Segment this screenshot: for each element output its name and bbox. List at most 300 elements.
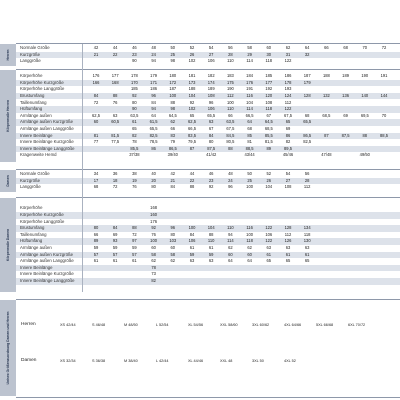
table-cell: 82,5 [149, 132, 158, 138]
section-label-text: Körpermaße Damen [6, 228, 10, 262]
table-cell: 190 [226, 86, 234, 92]
conversion-row [16, 310, 400, 340]
table-cell: 59 [112, 245, 118, 250]
table-cell: 126 [284, 238, 292, 244]
table-cell: 122 [284, 106, 292, 112]
table-cell: 96 [208, 99, 214, 105]
table-row [16, 106, 400, 113]
row-label: Armlänge außen Langgröße [20, 125, 74, 131]
row-label: Brustumfang [20, 225, 45, 231]
table-cell: 41/42 [206, 152, 217, 158]
column-divider [82, 44, 83, 292]
table-cell: 88,5 [245, 145, 254, 151]
size-cell: XS 42/44 [60, 323, 76, 327]
table-cell: 24 [228, 177, 233, 183]
table-cell: 112 [303, 184, 311, 190]
row-label: Körperhöhe Langgröße [20, 86, 65, 92]
table-cell: 84 [151, 99, 156, 105]
table-cell: 58 [151, 251, 156, 257]
table-cell: 32 [304, 51, 310, 57]
row-label: Taillenumfang [20, 99, 47, 105]
table-cell: 64,5 [168, 112, 177, 118]
table-cell: 47/48 [321, 152, 332, 158]
table-cell: 97 [132, 238, 137, 244]
table-cell: 80 [170, 231, 176, 237]
row-label: Hüftumfang [20, 238, 43, 244]
table-cell: 48 [228, 171, 233, 177]
table-cell: 81,5 [264, 139, 273, 145]
table-cell: 108 [207, 92, 215, 98]
table-cell: 67 [266, 112, 272, 118]
table-cell: 84 [208, 132, 214, 138]
table-cell: 60 [247, 251, 252, 257]
table-row [16, 52, 400, 59]
table-cell: 65 [189, 112, 195, 118]
table-cell: 66,5 [245, 112, 254, 118]
table-cell: 124 [284, 92, 292, 98]
table-cell: 90 [132, 106, 137, 112]
table-cell: 118 [265, 106, 273, 112]
table-cell: 104 [265, 184, 273, 190]
table-cell: 73 [151, 271, 156, 277]
table-cell: 122 [265, 225, 273, 231]
table-row [16, 93, 400, 100]
table-row [16, 184, 400, 191]
table-cell: 46 [208, 171, 214, 177]
table-cell: 65 [132, 125, 137, 131]
table-cell: 66 [93, 231, 99, 237]
table-cell: 20 [151, 177, 156, 183]
table-row [16, 265, 400, 272]
table-cell: 54 [208, 45, 214, 51]
table-cell: 112 [227, 92, 234, 98]
table-cell: 87 [189, 145, 195, 151]
size-cell: 4XL 64/66 [284, 323, 302, 327]
table-cell: 87,5 [207, 145, 216, 151]
table-cell: 188 [188, 86, 196, 92]
table-cell: 81 [247, 139, 252, 145]
table-cell: 78,5 [149, 139, 158, 145]
table-cell: 68 [247, 125, 252, 131]
table-cell: 78 [132, 139, 137, 145]
table-cell: 62 [247, 245, 252, 250]
table-cell: 118 [265, 58, 273, 64]
table-cell: 23 [132, 51, 137, 57]
row-label: Innere Beinlänge Kurzgröße [20, 271, 74, 277]
table-cell: 88 [189, 184, 195, 190]
table-cell: 110 [227, 106, 234, 112]
table-cell: 62 [285, 45, 291, 51]
table-cell: 77,5 [111, 139, 120, 145]
table-cell: 92 [132, 92, 137, 98]
table-cell: 82 [285, 139, 291, 145]
table-cell: 88,5 [380, 132, 388, 138]
table-cell: 63,5 [226, 119, 235, 125]
row-label: Kragenweite Hemd [20, 152, 57, 158]
table-cell: 70 [381, 112, 387, 118]
table-row [16, 133, 400, 140]
table-cell: 68 [304, 112, 310, 118]
table-cell: 61 [132, 258, 137, 264]
table-row [16, 45, 400, 52]
size-cell: XXL 48 [220, 359, 233, 363]
table-cell: 189 [342, 73, 350, 79]
row-label: Kurzgröße [20, 177, 41, 183]
table-cell: 110 [207, 238, 215, 244]
table-cell: 122 [284, 58, 292, 64]
row-label: Armlänge außen Kurzgröße [20, 119, 74, 125]
table-cell: 183 [226, 73, 234, 79]
section-label-text: Herren [6, 49, 10, 61]
table-cell: 104 [246, 99, 254, 105]
table-cell: 116 [246, 92, 253, 98]
table-cell: 102 [188, 106, 196, 112]
table-cell: 98 [170, 58, 176, 64]
table-cell: 64 [247, 119, 252, 125]
table-cell: 61 [93, 258, 99, 264]
row-label: Normale Größe [20, 171, 50, 177]
table-cell: 63 [266, 245, 272, 250]
table-cell: 182 [207, 73, 215, 79]
table-cell: 83,5 [188, 132, 196, 138]
table-cell: 50 [170, 45, 176, 51]
table-cell: 26 [266, 177, 272, 183]
table-cell: 63 [189, 258, 195, 264]
table-cell: 63 [208, 119, 214, 125]
table-cell: 44 [112, 45, 118, 51]
table-cell: 176 [92, 73, 100, 79]
table-cell: 64 [304, 45, 310, 51]
table-cell: 61 [132, 119, 137, 125]
table-cell: 85,5 [264, 132, 273, 138]
table-cell: 60 [151, 245, 156, 250]
table-cell: 77 [93, 139, 99, 145]
table-cell: 62,5 [92, 112, 100, 118]
table-cell: 89,5 [284, 145, 292, 151]
table-cell: 108 [284, 184, 292, 190]
table-cell: 103 [169, 238, 177, 244]
table-row [16, 171, 400, 178]
table-cell: 63 [208, 258, 214, 264]
table-cell: 72 [93, 99, 99, 105]
table-cell: 68 [93, 184, 99, 190]
table-cell: 57 [93, 251, 99, 257]
table-cell: 61,5 [149, 119, 158, 125]
table-cell: 36 [112, 171, 118, 177]
table-cell: 27 [285, 177, 291, 183]
conversion-row [16, 346, 400, 376]
table-cell: 100 [246, 231, 254, 237]
table-row [16, 73, 400, 80]
row-label: Körperhöhe Langgröße [20, 218, 65, 224]
table-row [16, 152, 400, 159]
row-label: Armlänge außen Langgröße [20, 258, 74, 264]
section-label [0, 44, 16, 66]
table-cell: 59 [132, 245, 137, 250]
size-cell: 6XL 70/72 [348, 323, 366, 327]
table-cell: 106 [207, 58, 215, 64]
table-cell: 90 [132, 58, 137, 64]
table-cell: 110 [227, 58, 234, 64]
row-label: Brustumfang [20, 92, 45, 98]
table-cell: 65,5 [149, 125, 158, 131]
table-cell: 21 [170, 177, 176, 183]
size-cell: 3XL 50 [252, 359, 264, 363]
row-label: Körperhöhe [20, 73, 43, 79]
table-row [16, 232, 400, 239]
table-cell: 176 [150, 218, 158, 224]
table-cell: 88 [228, 145, 233, 151]
table-cell: 92 [208, 184, 214, 190]
table-row [16, 139, 400, 146]
table-cell: 76 [112, 99, 118, 105]
table-cell: 88 [112, 92, 118, 98]
table-cell: 79,5 [188, 139, 196, 145]
table-cell: 28 [228, 51, 233, 57]
table-row [16, 80, 400, 87]
table-cell: 43/44 [244, 152, 255, 158]
table-cell: 82,5 [303, 139, 312, 145]
row-label: Körperhöhe Kurzgröße [20, 79, 64, 85]
size-cell: XL 44/46 [188, 359, 204, 363]
table-cell: 166 [92, 79, 100, 85]
table-row [16, 58, 400, 65]
table-cell: 61 [189, 245, 195, 250]
size-cell: 5XL 66/68 [316, 323, 334, 327]
table-cell: 61 [266, 251, 272, 257]
table-cell: 72 [112, 184, 118, 190]
table-cell: 96 [228, 184, 233, 190]
table-cell: 81,5 [111, 132, 120, 138]
table-cell: 48 [151, 45, 156, 51]
table-cell: 106 [188, 238, 196, 244]
row-label: Armlänge außen [20, 245, 52, 250]
table-cell: 57 [132, 251, 137, 257]
table-cell: 86,5 [168, 145, 177, 151]
table-row [16, 238, 400, 245]
table-cell: 19 [132, 177, 137, 183]
table-row [16, 278, 400, 285]
size-cell: 4XL 52 [284, 359, 296, 363]
table-cell: 63,5 [130, 112, 139, 118]
table-cell: 18 [112, 177, 118, 183]
table-cell: 114 [227, 238, 234, 244]
table-cell: 116 [246, 225, 253, 231]
table-cell: 170 [130, 79, 138, 85]
table-row [16, 100, 400, 107]
size-cell: S 46/48 [92, 323, 106, 327]
row-label: Damen [21, 358, 37, 363]
table-cell: 79 [170, 139, 176, 145]
table-cell: 87 [324, 132, 329, 138]
section-label-text: Damen [6, 175, 10, 187]
table-cell: 64,5 [264, 119, 273, 125]
table-cell: 64 [228, 258, 233, 264]
table-cell: 65,5 [303, 119, 312, 125]
table-cell: 61 [208, 245, 214, 250]
table-cell: 84 [189, 231, 195, 237]
table-cell: 65 [285, 119, 291, 125]
row-label: Innere Beinlänge Kurzgröße [20, 139, 74, 145]
table-cell: 89 [266, 145, 272, 151]
table-cell: 174 [207, 79, 215, 85]
row-label: Armlänge außen Kurzgröße [20, 251, 74, 257]
table-cell: 193 [284, 86, 292, 92]
table-cell: 177 [265, 79, 273, 85]
table-cell: 44 [189, 171, 195, 177]
table-cell: 84 [112, 225, 118, 231]
table-cell: 23 [208, 177, 214, 183]
section-divider [16, 299, 400, 300]
table-cell: 67 [208, 125, 214, 131]
table-cell: 94 [151, 106, 156, 112]
row-label: Innere Beinlänge Langgröße [20, 278, 75, 283]
table-cell: 66 [228, 112, 233, 118]
table-cell: 62 [151, 258, 156, 264]
row-label: Taillenumfang [20, 231, 47, 237]
table-row [16, 113, 400, 120]
table-cell: 104 [207, 225, 215, 231]
conversion-section [0, 300, 400, 396]
row-label: Normale Größe [20, 45, 50, 51]
size-cell: XXL 58/60 [220, 323, 238, 327]
table-cell: 92 [189, 99, 195, 105]
table-cell: 58 [247, 45, 252, 51]
table-cell: 60 [93, 119, 99, 125]
table-row [16, 119, 400, 126]
size-cell: M 38/40 [124, 359, 138, 363]
section-3 [0, 198, 400, 292]
table-row [16, 252, 400, 259]
table-cell: 82 [151, 278, 156, 283]
table-cell: 67,5 [284, 112, 292, 118]
table-cell: 21 [93, 51, 99, 57]
table-cell: 106 [207, 106, 215, 112]
table-cell: 66,5 [188, 125, 196, 131]
table-cell: 59 [189, 251, 195, 257]
table-cell: 128 [303, 92, 311, 98]
table-cell: 68 [343, 45, 348, 51]
size-cell: L 42/44 [156, 359, 169, 363]
table-cell: 17 [93, 177, 99, 183]
table-cell: 184 [246, 73, 254, 79]
section-label [0, 300, 16, 396]
table-cell: 140 [361, 92, 369, 98]
table-cell: 114 [246, 106, 253, 112]
table-cell: 96 [151, 92, 156, 98]
table-bottom-rule [16, 397, 400, 398]
table-cell: 61 [304, 251, 310, 257]
size-cell: M 48/50 [124, 323, 138, 327]
table-row [16, 271, 400, 278]
table-cell: 66 [170, 125, 176, 131]
table-cell: 54 [285, 171, 291, 177]
table-cell: 106 [265, 231, 273, 237]
table-row [16, 126, 400, 133]
table-cell: 56 [228, 45, 233, 51]
table-cell: 72 [381, 45, 387, 51]
table-cell: 62 [170, 258, 176, 264]
table-row [16, 212, 400, 219]
section-divider [16, 197, 400, 198]
table-cell: 30 [266, 51, 272, 57]
table-cell: 186 [150, 86, 158, 92]
table-cell: 175 [226, 79, 234, 85]
table-cell: 69 [112, 231, 118, 237]
table-cell: 94 [151, 58, 156, 64]
table-cell: 22 [112, 51, 118, 57]
table-cell: 69,5 [360, 112, 369, 118]
table-cell: 60,5 [111, 119, 120, 125]
table-cell: 52 [266, 171, 272, 177]
table-cell: 86,5 [303, 132, 312, 138]
table-cell: 76 [151, 231, 156, 237]
table-cell: 88 [362, 132, 368, 138]
table-cell: 168 [111, 79, 119, 85]
table-cell: 179 [150, 73, 158, 79]
section-label-text: Körpermaße Herren [6, 100, 10, 132]
table-cell: 65 [266, 258, 272, 264]
table-cell: 80,5 [226, 139, 235, 145]
table-cell: 24 [151, 51, 156, 57]
table-row [16, 245, 400, 252]
table-cell: 102 [188, 58, 196, 64]
table-cell: 168 [150, 205, 158, 211]
table-row [16, 86, 400, 93]
row-label: Armlänge außen [20, 112, 52, 118]
row-label: Körperhöhe [20, 205, 43, 211]
table-cell: 92 [151, 225, 156, 231]
table-cell: 130 [303, 238, 311, 244]
table-cell: 64 [151, 112, 156, 118]
table-cell: 87,5 [341, 132, 350, 138]
table-cell: 65 [285, 258, 291, 264]
table-cell: 70 [362, 45, 368, 51]
table-cell: 181 [188, 73, 196, 79]
size-cell: XL 54/56 [188, 323, 204, 327]
table-cell: 69 [285, 125, 291, 131]
table-cell: 80 [93, 225, 99, 231]
table-cell: 29 [247, 51, 252, 57]
table-cell: 60 [170, 245, 176, 250]
table-cell: 63 [304, 245, 310, 250]
table-cell: 57 [112, 251, 118, 257]
row-label: Innere Beinlänge Langgröße [20, 145, 75, 151]
table-cell: 88 [170, 99, 176, 105]
table-cell: 80 [208, 139, 214, 145]
table-cell: 191 [246, 86, 254, 92]
table-cell: 185 [265, 73, 273, 79]
section-label-text: Unisex Größenzuordnung Damen und Herren [6, 311, 10, 385]
table-cell: 22 [189, 177, 195, 183]
table-cell: 42 [93, 45, 99, 51]
table-cell: 58 [170, 251, 176, 257]
size-cell: 3XL 60/62 [252, 323, 270, 327]
table-row [16, 258, 400, 265]
table-cell: 187 [169, 86, 177, 92]
table-cell: 68,5 [264, 125, 273, 131]
table-cell: 80 [151, 184, 156, 190]
table-cell: 177 [111, 73, 119, 79]
table-cell: 84 [170, 184, 176, 190]
table-row [16, 146, 400, 153]
table-cell: 189 [207, 86, 215, 92]
table-cell: 52 [189, 45, 195, 51]
table-cell: 108 [265, 99, 273, 105]
table-cell: 62,5 [188, 119, 196, 125]
table-cell: 39/40 [167, 152, 178, 158]
table-cell: 61 [112, 258, 118, 264]
